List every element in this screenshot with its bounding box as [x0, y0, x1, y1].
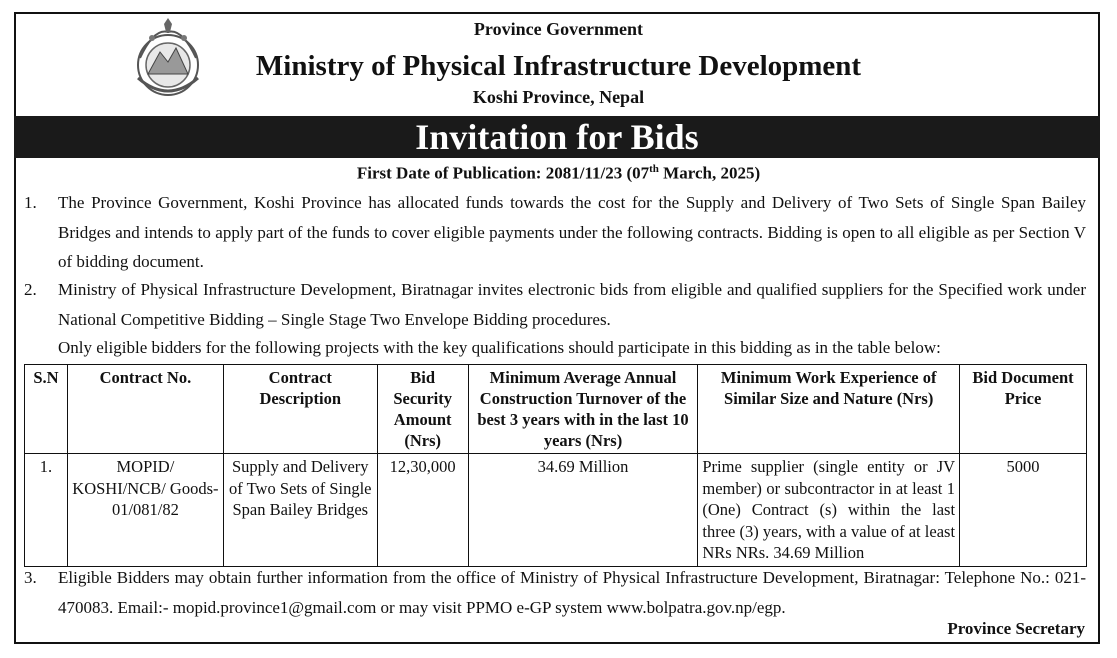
- paragraph-1-text: The Province Government, Koshi Province has allocated funds towards the cost for the Supply and Delivery of Two Sets of Single Span Bailey Bridges and intends to apply part of the funds to cover eligible payments under the following contracts. Bidding is open to all eligible as per Section V of bidding document.: [58, 193, 1086, 271]
- cell-description: Supply and Delivery of Two Sets of Single Span Bailey Bridges: [223, 454, 377, 567]
- header-doc-price: Bid Document Price: [960, 365, 1087, 454]
- cell-doc-price: 5000: [960, 454, 1087, 567]
- paragraph-3-text: Eligible Bidders may obtain further information from the office of Ministry of Physical Infrastructure Development, Biratnagar: Telephone No.: 021-470083. Email:- mopid.province1@gmail.com or may visit PPMO e-GP system www.bolpatra.gov.np/egp.: [58, 568, 1086, 617]
- paragraph-3-number: 3.: [24, 568, 37, 587]
- paragraph-2-text: Ministry of Physical Infrastructure Development, Biratnagar invites electronic bids from eligible and qualified suppliers for the Specified work under National Competitive Bidding – Single Stage Two Envelope Bidding procedures.: [58, 280, 1086, 329]
- cell-bid-security: 12,30,000: [377, 454, 468, 567]
- table-header-row: [25, 365, 1087, 454]
- ministry-title: Ministry of Physical Infrastructure Development: [255, 50, 862, 82]
- header-contract-description: Contract Description: [223, 365, 377, 454]
- publication-date-sup: th: [649, 163, 659, 175]
- publication-date-prefix: First Date of Publication: 2081/11/23 (07: [356, 163, 650, 183]
- publication-date: [0, 163, 1117, 184]
- publication-date-suffix: March, 2025): [658, 163, 761, 183]
- cell-sn: 1.: [25, 454, 68, 567]
- header-contract-no: Contract No.: [67, 365, 223, 454]
- header-sn: S.N: [25, 365, 68, 454]
- location-label: Koshi Province, Nepal: [472, 87, 645, 107]
- paragraph-2-note: Only eligible bidders for the following projects with the key qualifications should participate in this bidding as in the table below:: [58, 338, 941, 357]
- header-turnover: Minimum Average Annual Construction Turnover of the best 3 years with in the last 10 years (Nrs): [468, 365, 698, 454]
- header-work-experience: Minimum Work Experience of Similar Size and Nature (Nrs): [698, 365, 960, 454]
- paragraph-2-number: 2.: [24, 280, 37, 299]
- cell-turnover: 34.69 Million: [468, 454, 698, 567]
- signature: Province Secretary: [947, 619, 1085, 638]
- paragraph-1-number: 1.: [24, 193, 37, 212]
- cell-experience: Prime supplier (single entity or JV member) or subcontractor in at least 1 (One) Contract (s) within the last three (3) years, with a value of at least NRs NRs. 34.69 Million: [698, 454, 960, 567]
- page-title-banner: Invitation for Bids: [14, 116, 1100, 158]
- table-row: [25, 454, 1087, 567]
- cell-contract-no: MOPID/ KOSHI/NCB/ Goods-01/081/82: [67, 454, 223, 567]
- header-bid-security: Bid Security Amount (Nrs): [377, 365, 468, 454]
- bids-table: [24, 364, 1087, 567]
- government-label: Province Government: [473, 19, 644, 39]
